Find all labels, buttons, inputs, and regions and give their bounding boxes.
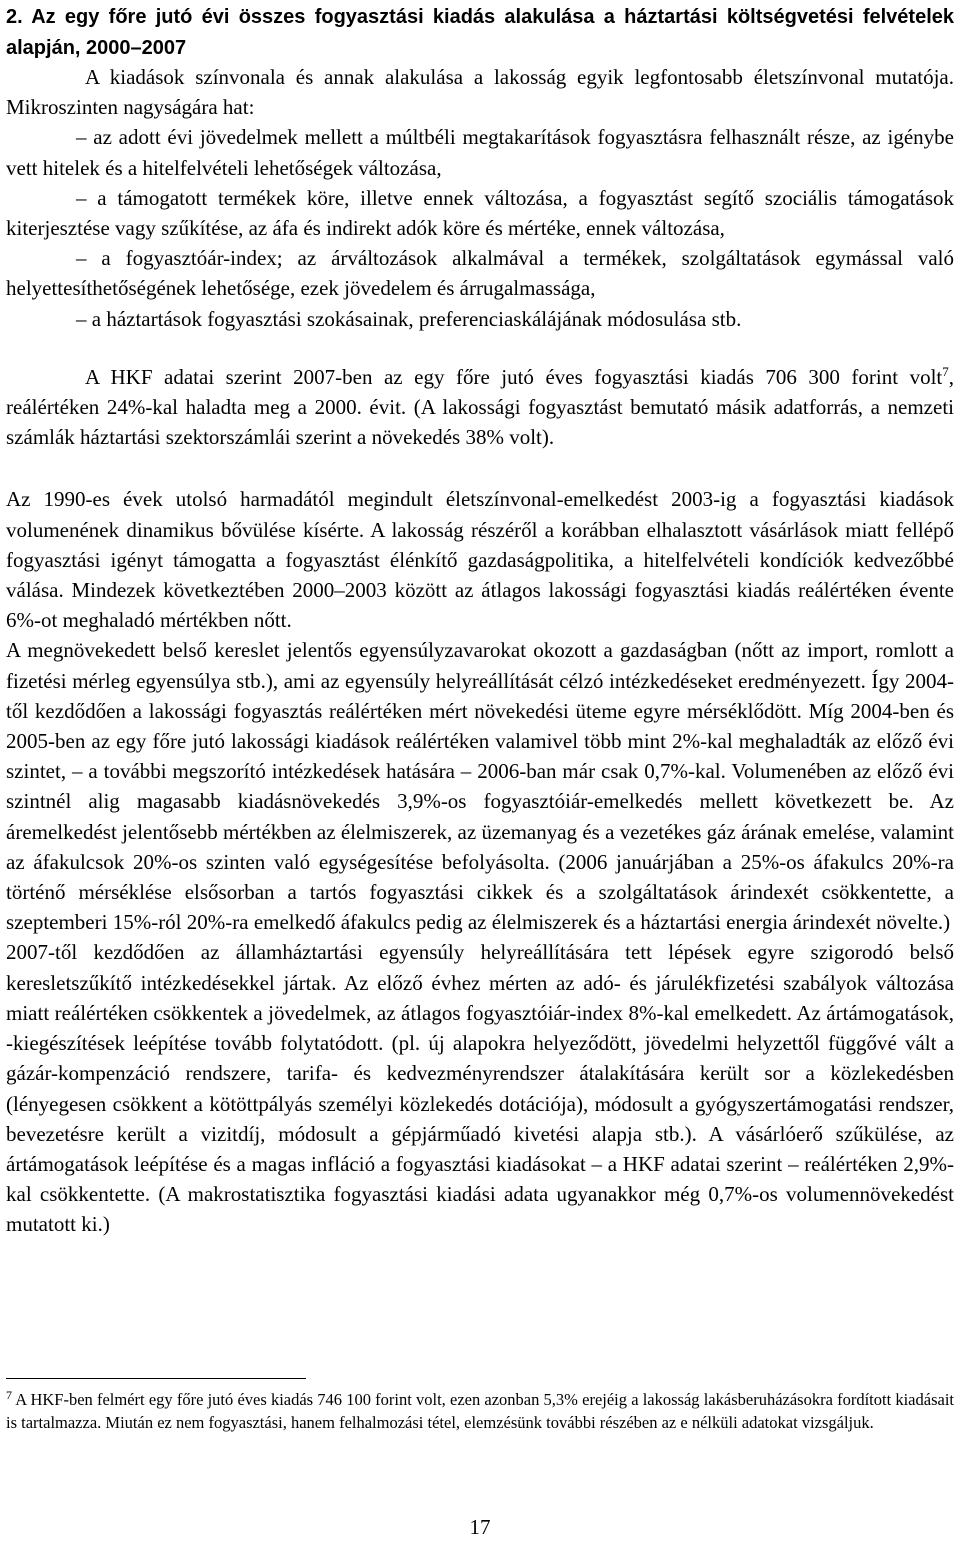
hkf-text-end: , reálértéken 24%-kal haladta meg a 2000. évit. (A lakossági fogyasztást bemutató másik adatforrás, a nemzeti számlák háztartási szektorszámlái szerint a növekedés 38% volt). bbox=[6, 364, 954, 450]
paragraph-demand: A megnövekedett belső kereslet jelentős egyensúlyzavarokat okozott a gazdaságban (nőtt az import, romlott a fizetési mérleg egyensúlya stb.), ami az egyensúly helyreállítását célzó intézkedéseket eredményezett. Így 2004-től kezdődően a lakossági fogyasztás reálértéken mért növekedési üteme egyre mérséklődött. Míg 2004-ben és 2005-ben az egy főre jutó lakossági kiadások reálértéken valamivel több mint 2%-kal meghaladták az előző évi szintet, – a további megszorító intézkedések hatására – 2006-ban már csak 0,7%-kal. Volumenében az előző évi szintnél alig magasabb kiadásnövekedés 3,9%-os fogyasztóiár-emelkedés mellett következett be. Az áremelkedést jelentősebb mértékben az élelmiszerek, az üzemanyag és a vezetékes gáz árának emelése, valamint az áfakulcsok 20%-os szinten való egységesítése befolyásolta. (2006 januárjában a 25%-os áfakulcs 20%-ra történő mérséklése elsősorban a tartós fogyasztási cikkek és a szolgáltatások árindexét csökkentette, a szeptemberi 15%-ról 20%-ra emelkedő áfakulcs pedig az élelmiszerek és a háztartási energia árindexét növelte.) bbox=[6, 638, 954, 935]
section-heading: 2. Az egy főre jutó évi összes fogyasztási kiadás alakulása a háztartási költségvetési felvételek alapján, 2000–2007 bbox=[6, 6, 954, 59]
hkf-paragraph bbox=[6, 362, 954, 453]
footnote-divider bbox=[6, 1378, 306, 1379]
intro-paragraph: A kiadások színvonala és annak alakulása a lakosság egyik legfontosabb életszínvonal mutatója. Mikroszinten nagyságára hat: bbox=[6, 65, 954, 120]
paragraph-2007: 2007-től kezdődően az államháztartási egyensúly helyreállítására tett lépések egyre szigorodó belső keresletszűkítő intézkedésekkel jártak. Az előző évhez mérten az adó- és járulékfizetési szabályok változása miatt reálértéken csökkentek a jövedelmek, az átlagos fogyasztóiár-index 8%-kal emelkedett. Az ártámogatások, -kiegészítések leépítése tovább folytatódott. (pl. új alapokra helyeződött, jövedelmi helyzettől függővé vált a gázár-kompenzáció rendszere, tarifa- és kedvezményrendszer átalakítására került sor a közlekedésben (lényegesen csökkent a kötöttpályás személyi közlekedés dotációja), módosult a gyógyszertámogatási rendszer, bevezetésre került a vizitdíj, módosult a gépjárműadó kivetési alapja stb.). A vásárlóerő szűkülése, az ártámogatások leépítése és a magas infláció a fogyasztási kiadásokat – a HKF adatai szerint – reálértéken 2,9%-kal csökkentette. (A makrostatisztika fogyasztási kiadási adata ugyanakkor még 0,7%-os volumennövekedést mutatott ki.) bbox=[6, 940, 954, 1237]
list-item: – a támogatott termékek köre, illetve ennek változása, a fogyasztást segítő szociális támogatások kiterjesztése vagy szűkítése, az áfa és indirekt adók köre és mértéke, ennek változása, bbox=[6, 185, 954, 241]
list-item: – a háztartások fogyasztási szokásainak, preferenciaskálájának módosulása stb. bbox=[76, 306, 742, 331]
footnote-text: A HKF-ben felmért egy főre jutó éves kiadás 746 100 forint volt, ezen azonban 5,3% erejéig a lakosság lakásberuházásokra fordított kiadásait is tartalmazza. Miután ez nem fogyasztási, hanem felhalmozási tétel, elemzésünk további részében az e nélküli adatokat vizsgáljuk. bbox=[6, 1390, 954, 1432]
paragraph-1990s: Az 1990-es évek utolsó harmadától megindult életszínvonal-emelkedést 2003-ig a fogyasztási kiadások volumenének dinamikus bővülése kísérte. A lakosság részéről a korábban elhalasztott vásárlások miatt fellépő fogyasztási igényt támogatta a fogyasztást élénkítő gazdaságpolitika, a hitelfelvételi kondíciók kedvezőbbé válása. Mindezek következtében 2000–2003 között az átlagos lakossági fogyasztási kiadás reálértéken évente 6%-ot meghaladó mértékben nőtt. bbox=[6, 487, 954, 633]
document-body bbox=[6, 62, 954, 1240]
list-item: – a fogyasztóár-index; az árváltozások alkalmával a termékek, szolgáltatások egymással való helyettesíthetőségének lehetősége, ezek jövedelem és árrugalmassága, bbox=[6, 246, 954, 301]
page-number: 17 bbox=[469, 1515, 491, 1539]
footnote bbox=[6, 1389, 954, 1434]
footnote-reference[interactable]: 7 bbox=[942, 363, 949, 379]
hkf-text-start: A HKF adatai szerint 2007-ben az egy főre jutó éves fogyasztási kiadás 706 300 forint volt bbox=[85, 364, 943, 389]
document-page bbox=[6, 0, 954, 1537]
list-item: – az adott évi jövedelmek mellett a múltbéli megtakarítások fogyasztásra felhasznált része, az igénybe vett hitelek és a hitelfelvételi lehetőségek változása, bbox=[6, 125, 954, 180]
footnote-mark: 7 bbox=[6, 1388, 12, 1402]
